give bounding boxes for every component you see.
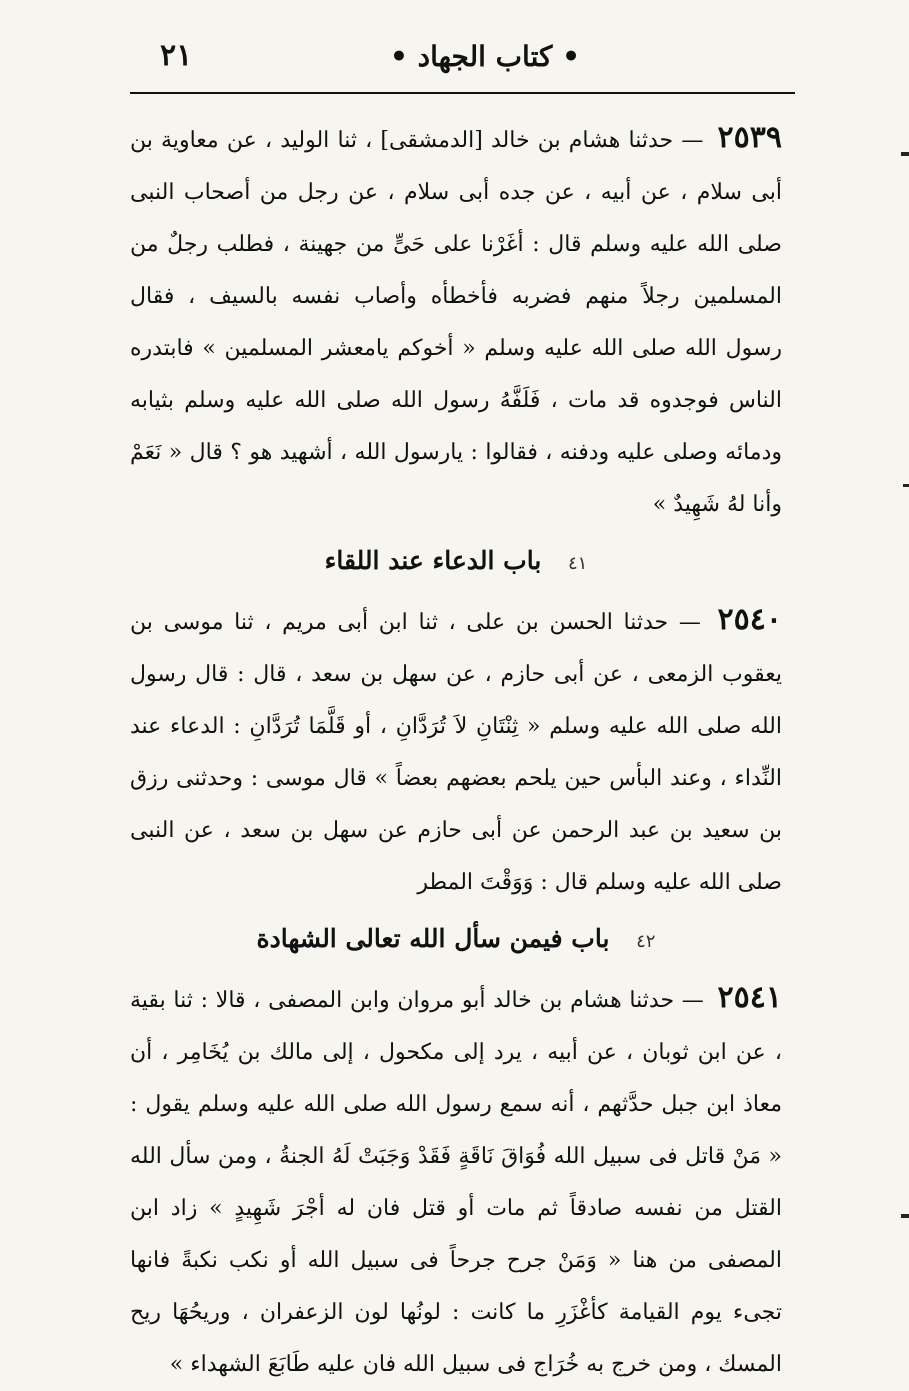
hadith-text: — حدثنا هشام بن خالد أبو مروان وابن المصفى ، قالا : ثنا بقية ، عن ابن ثوبان ، عن أبيه ، يرد إلى مكحول ، إلى مالك بن يُخَامِر ، أن معاذ ابن جبل حدَّثهم ، أنه سمع رسول الله صلى الله عليه وسلم يقول : « مَنْ قاتل فى سبيل الله فُوَاقَ نَاقَةٍ فَقَدْ وَجَبَتْ لَهُ الجنةُ ، ومن سأل الله القتل من نفسه صادقاً ثم مات أو قتل فان له أجْرَ شَهِيدٍ » زاد ابن المصفى من هنا « وَمَنْ جرح جرحاً فى سبيل الله أو نكب نكبةً فانها تجىء يوم القيامة كأغْزَرِ ما كانت : لونُها لون الزعفران ، وريحُهَا ريح المسك ، ومن خرج به خُرَاج فى سبيل الله فان عليه طَابَعَ الشهداء » (130, 988, 782, 1377)
hadith-text: — حدثنا هشام بن خالد [الدمشقى] ، ثنا الوليد ، عن معاوية بن أبى سلام ، عن أبيه ، عن جده أبى سلام ، عن رجل من أصحاب النبى صلى الله عليه وسلم قال : أغَرْنا على حَىٍّ من جهينة ، فطلب رجلٌ من المسلمين رجلاً منهم فضربه فأخطأه وأصاب نفسه بالسيف ، فقال رسول الله صلى الله عليه وسلم « أخوكم يامعشر المسلمين » فابتدره الناس فوجدوه قد مات ، فَلَفَّهُ رسول الله صلى الله عليه وسلم بثيابه ودمائه وصلى عليه ودفنه ، فقالوا : يارسول الله ، أشهيد هو ؟ قال « نَعَمْ وأنا لهُ شَهِيدٌ » (130, 128, 782, 517)
book-title: • كتاب الجهاد • (390, 40, 580, 73)
page-header (120, 38, 780, 88)
hadith-text: — حدثنا الحسن بن على ، ثنا ابن أبى مريم ، ثنا موسى بن يعقوب الزمعى ، عن أبى حازم ، عن سهل بن سعد ، قال : قال رسول الله صلى الله عليه وسلم « ثِنْتَانِ لاَ تُرَدَّانِ ، أو قَلَّمَا تُرَدَّانِ : الدعاء عند النِّداء ، وعند البأس حين يلحم بعضهم بعضاً » قال موسى : وحدثنى رزق بن سعيد بن عبد الرحمن عن أبى حازم عن سهل بن سعد ، عن النبى صلى الله عليه وسلم قال : وَوَقْتَ المطر (130, 610, 782, 895)
chapter-heading (130, 533, 782, 592)
hadith-number: ٢٥٣٩ (717, 120, 782, 155)
hadith-2539 (130, 112, 782, 531)
margin-mark (901, 1214, 909, 1218)
chapter-title: باب فيمن سأل الله تعالى الشهادة (256, 924, 610, 953)
page-body (130, 112, 782, 1391)
hadith-paragraph (130, 594, 782, 909)
hadith-2540 (130, 594, 782, 909)
hadith-number: ٢٥٤١ (717, 980, 782, 1015)
header-rule (130, 92, 795, 94)
hadith-paragraph (130, 112, 782, 531)
chapter-heading (130, 911, 782, 970)
chapter-title: باب الدعاء عند اللقاء (324, 546, 542, 575)
page-number: ٢١ (160, 38, 193, 73)
chapter-mark: ٤٢ (636, 931, 656, 952)
hadith-2541 (130, 972, 782, 1391)
margin-mark (903, 484, 909, 487)
hadith-paragraph (130, 972, 782, 1391)
margin-mark (901, 152, 909, 156)
hadith-number: ٢٥٤٠ (717, 602, 782, 637)
chapter-mark: ٤١ (568, 553, 588, 574)
